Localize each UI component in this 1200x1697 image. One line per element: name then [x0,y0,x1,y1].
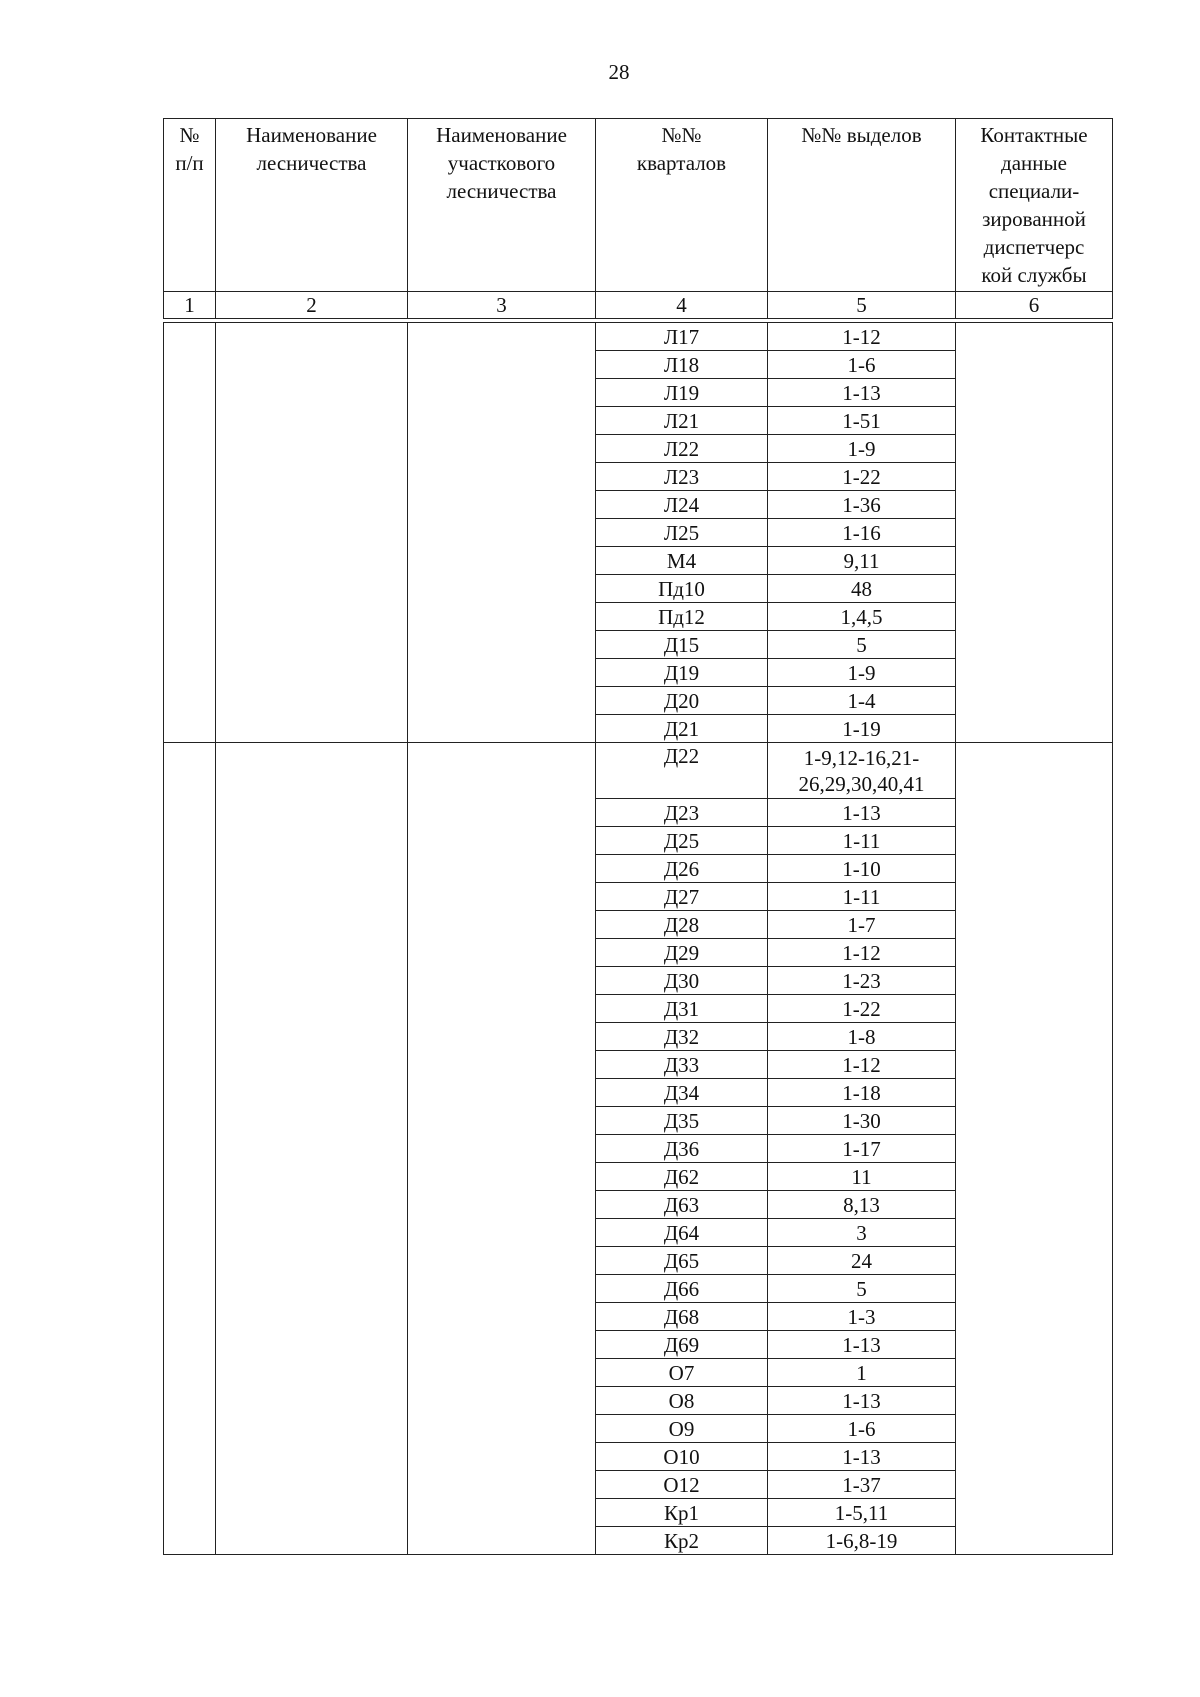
sections-cell: 8,13 [768,1191,956,1219]
sections-cell: 1-17 [768,1135,956,1163]
header-forestry: Наименование лесничества [216,119,408,292]
sections-cell: 1-10 [768,855,956,883]
contacts-cell [956,743,1113,1555]
quarter-cell: Д69 [596,1331,768,1359]
quarter-cell: Д64 [596,1219,768,1247]
sections-cell: 11 [768,1163,956,1191]
quarter-cell: Д65 [596,1247,768,1275]
sections-cell: 24 [768,1247,956,1275]
quarter-cell: Л17 [596,323,768,351]
quarter-cell: Д66 [596,1275,768,1303]
sections-cell: 1-13 [768,799,956,827]
quarter-cell: М4 [596,547,768,575]
column-number-4: 4 [596,292,768,319]
quarter-cell: Д23 [596,799,768,827]
sections-cell: 1-18 [768,1079,956,1107]
sections-cell: 1-5,11 [768,1499,956,1527]
quarter-cell: Л19 [596,379,768,407]
sections-cell: 1-4 [768,687,956,715]
sections-cell: 1-6,8-19 [768,1527,956,1555]
table-body [163,322,1113,1555]
sections-cell: 1-8 [768,1023,956,1051]
quarter-cell: Л23 [596,463,768,491]
sections-cell: 1-22 [768,463,956,491]
sections-cell: 1-13 [768,1387,956,1415]
sections-cell: 1-6 [768,1415,956,1443]
quarter-cell: Кр2 [596,1527,768,1555]
quarter-cell: Д21 [596,715,768,743]
quarter-cell: Д36 [596,1135,768,1163]
column-number-6: 6 [956,292,1113,319]
sections-cell: 1-3 [768,1303,956,1331]
sections-cell: 5 [768,1275,956,1303]
quarter-cell: Д22 [596,743,768,799]
sections-cell: 1-11 [768,827,956,855]
sections-cell: 48 [768,575,956,603]
quarter-cell: Д28 [596,911,768,939]
sections-cell: 1-12 [768,323,956,351]
quarter-cell: Л24 [596,491,768,519]
column-number-5: 5 [768,292,956,319]
quarter-cell: Д33 [596,1051,768,1079]
quarter-cell: Д35 [596,1107,768,1135]
district-forestry-cell [408,323,596,743]
quarter-cell: Л22 [596,435,768,463]
quarter-cell: Д29 [596,939,768,967]
sections-cell: 1-9 [768,435,956,463]
header-number: № п/п [164,119,216,292]
table-header [163,118,1113,319]
quarter-cell: Д19 [596,659,768,687]
quarter-cell: Д25 [596,827,768,855]
sections-cell: 1-13 [768,1443,956,1471]
quarter-cell: Д63 [596,1191,768,1219]
column-number-2: 2 [216,292,408,319]
sections-cell: 1 [768,1359,956,1387]
quarter-cell: О9 [596,1415,768,1443]
header-contacts: Контактные данные специали- зированной диспетчерс кой службы [956,119,1113,292]
sections-cell: 1-13 [768,379,956,407]
column-number-3: 3 [408,292,596,319]
quarter-cell: Л21 [596,407,768,435]
header-quarters: №№ кварталов [596,119,768,292]
sections-cell: 1-16 [768,519,956,547]
sections-cell: 9,11 [768,547,956,575]
district-forestry-cell [408,743,596,1555]
quarter-cell: Д30 [596,967,768,995]
forestry-cell [216,743,408,1555]
page-number: 28 [608,60,630,84]
quarter-cell: Д32 [596,1023,768,1051]
sections-cell: 1-36 [768,491,956,519]
number-cell [164,743,216,1555]
quarter-cell: О8 [596,1387,768,1415]
header-district-forestry: Наименование участкового лесничества [408,119,596,292]
sections-cell: 1-11 [768,883,956,911]
sections-cell: 1-23 [768,967,956,995]
quarter-cell: Л18 [596,351,768,379]
table-row [164,323,1113,351]
sections-cell: 1-37 [768,1471,956,1499]
sections-cell: 5 [768,631,956,659]
sections-cell: 1-19 [768,715,956,743]
column-number-1: 1 [164,292,216,319]
sections-cell: 3 [768,1219,956,1247]
sections-cell: 1-6 [768,351,956,379]
quarter-cell: Д68 [596,1303,768,1331]
sections-cell: 1-22 [768,995,956,1023]
quarter-cell: Пд12 [596,603,768,631]
contacts-cell [956,323,1113,743]
sections-cell: 1,4,5 [768,603,956,631]
quarter-cell: О10 [596,1443,768,1471]
quarter-cell: Д20 [596,687,768,715]
quarter-cell: О12 [596,1471,768,1499]
sections-cell: 1-12 [768,939,956,967]
number-cell [164,323,216,743]
sections-cell: 1-12 [768,1051,956,1079]
sections-cell: 1-30 [768,1107,956,1135]
quarter-cell: Л25 [596,519,768,547]
sections-cell: 1-9 [768,659,956,687]
quarter-cell: Д27 [596,883,768,911]
quarter-cell: Кр1 [596,1499,768,1527]
sections-cell: 1-9,12-16,21- 26,29,30,40,41 [768,743,956,799]
quarter-cell: Пд10 [596,575,768,603]
sections-cell: 1-51 [768,407,956,435]
quarter-cell: Д31 [596,995,768,1023]
quarter-cell: Д62 [596,1163,768,1191]
quarter-cell: Д26 [596,855,768,883]
header-sections: №№ выделов [768,119,956,292]
sections-cell: 1-7 [768,911,956,939]
sections-cell: 1-13 [768,1331,956,1359]
table-row [164,743,1113,799]
forestry-cell [216,323,408,743]
quarter-cell: Д15 [596,631,768,659]
quarter-cell: О7 [596,1359,768,1387]
quarter-cell: Д34 [596,1079,768,1107]
